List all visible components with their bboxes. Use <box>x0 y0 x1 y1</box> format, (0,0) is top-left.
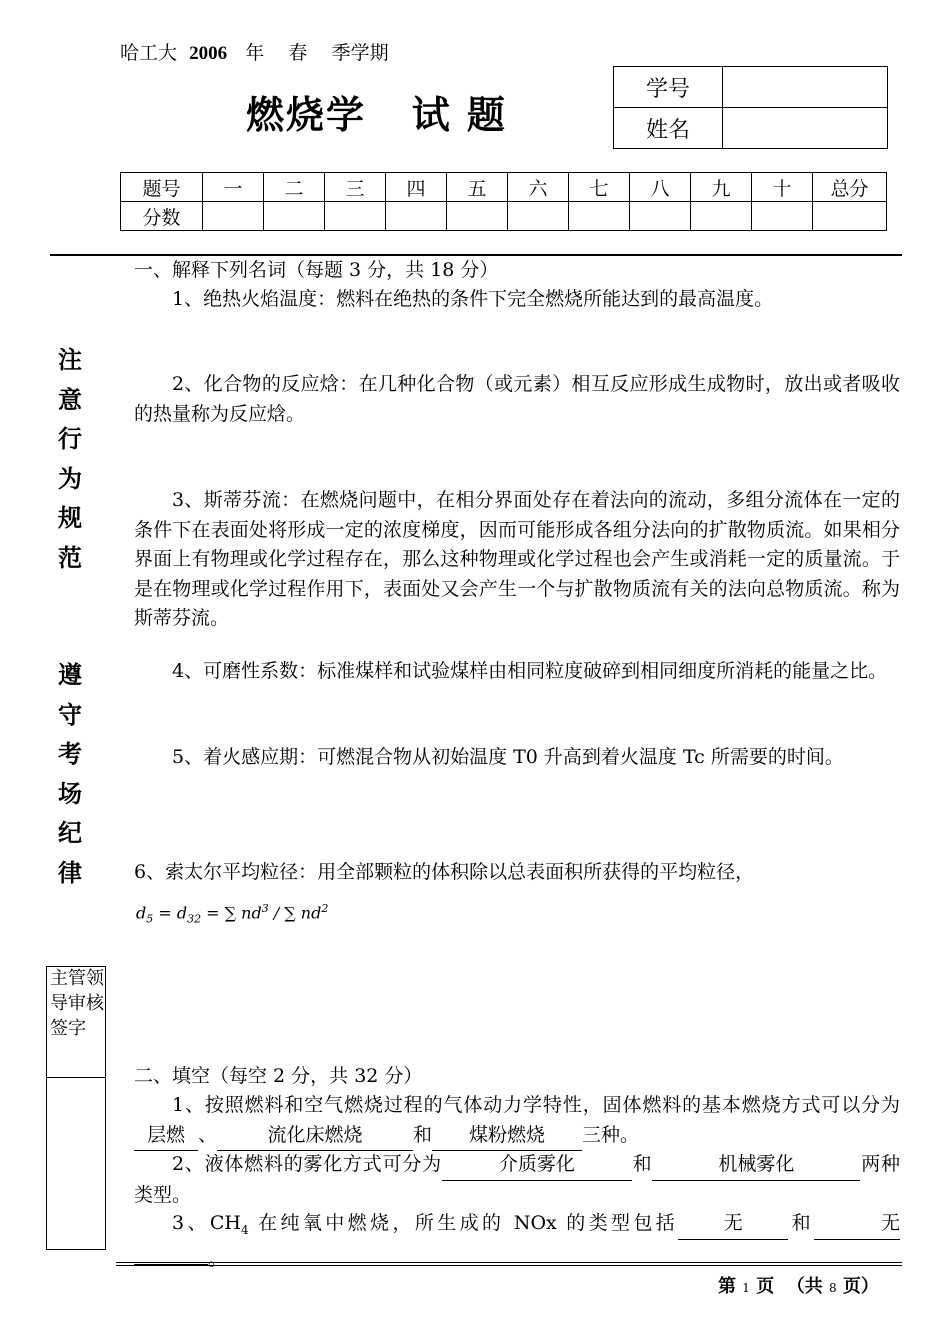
score-input-cell[interactable] <box>508 202 569 231</box>
question-text: 在纯氧中燃烧，所生成的 NOx 的类型包括 <box>248 1212 679 1234</box>
answer-blank[interactable]: 无 <box>678 1209 788 1240</box>
question-text: 2、液体燃料的雾化方式可分为 <box>172 1153 442 1175</box>
score-cell: 十 <box>752 173 813 202</box>
score-cell: 题号 <box>121 173 203 202</box>
fill-question-1 <box>134 1091 900 1151</box>
sidebar-notice-1 <box>54 340 86 577</box>
score-input-cell[interactable] <box>386 202 447 231</box>
question-text: 3、CH <box>172 1212 241 1234</box>
definition-item <box>134 743 900 773</box>
footer-divider <box>116 1265 902 1266</box>
question-text: 和 <box>788 1212 814 1234</box>
answer-blank[interactable]: 无 <box>814 1209 900 1240</box>
definition-text: 4、可磨性系数：标准煤样和试验煤样由相同粒度破碎到相同细度所消耗的能量之比。 <box>172 660 888 682</box>
score-table-score-row <box>121 202 887 231</box>
school-name: 哈工大 <box>120 42 178 64</box>
definition-text: 5、着火感应期：可燃混合物从初始温度 T0 升高到着火温度 Tc 所需要的时间。 <box>172 746 844 768</box>
score-cell: 总分 <box>813 173 887 202</box>
score-input-cell[interactable] <box>325 202 386 231</box>
name-field[interactable] <box>723 108 888 149</box>
subscript: 4 <box>241 1222 249 1237</box>
year-unit: 年 <box>245 42 265 64</box>
exam-header <box>120 38 389 65</box>
score-cell: 八 <box>630 173 691 202</box>
answer-blank[interactable]: 煤粉燃烧 <box>432 1121 582 1152</box>
section2-heading: 二、填空（每空 2 分，共 32 分） <box>134 1065 423 1087</box>
sidebar-notice-2 <box>54 655 86 892</box>
season: 春 <box>288 42 308 64</box>
definition-item <box>134 486 900 634</box>
exam-year: 2006 <box>189 43 228 64</box>
sidebar-char: 注 <box>58 345 82 374</box>
score-table <box>120 172 887 231</box>
supervisor-sign-label: 主管领导审核签字 <box>47 966 105 1078</box>
score-input-cell[interactable] <box>203 202 264 231</box>
score-cell: 三 <box>325 173 386 202</box>
score-input-cell[interactable] <box>813 202 887 231</box>
definition-item <box>134 657 900 687</box>
question-text: 和 <box>631 1153 653 1175</box>
question-text: 和 <box>413 1123 433 1146</box>
score-input-cell[interactable] <box>264 202 325 231</box>
sidebar-char: 为 <box>58 463 82 493</box>
score-input-cell[interactable] <box>691 202 752 231</box>
definition-text: 1、绝热火焰温度：燃料在绝热的条件下完全燃烧所能达到的最高温度。 <box>172 288 774 310</box>
sauter-formula: $d_5 = d_{32}$ = ∑ $nd^3$ / ∑ $nd^2$ <box>136 902 329 926</box>
student-id-box <box>613 66 888 149</box>
score-cell: 一 <box>203 173 264 202</box>
score-row-label: 分数 <box>121 202 203 231</box>
score-cell: 五 <box>447 173 508 202</box>
definition-text: 2、化合物的反应焓：在几种化合物（或元素）相互反应形成生成物时，放出或者吸收的热量称为反应焓。 <box>134 373 900 425</box>
definition-text: 6、索太尔平均粒径：用全部颗粒的体积除以总表面积所获得的平均粒径， <box>134 861 755 883</box>
page-number: 第 1 页 （共 8 页） <box>718 1276 879 1297</box>
score-cell: 二 <box>264 173 325 202</box>
section1-heading: 一、解释下列名词（每题 3 分，共 18 分） <box>134 259 499 281</box>
sidebar-char: 行 <box>58 424 82 453</box>
score-input-cell[interactable] <box>630 202 691 231</box>
sidebar-char: 考 <box>58 739 82 768</box>
score-cell: 九 <box>691 173 752 202</box>
sidebar-char: 纪 <box>58 818 82 847</box>
sidebar-char: 遵 <box>58 660 82 689</box>
question-text: 、 <box>198 1123 218 1146</box>
answer-blank[interactable]: 层燃 <box>134 1121 198 1152</box>
score-table-header-row <box>121 173 887 202</box>
definition-item <box>134 858 900 888</box>
score-cell: 七 <box>569 173 630 202</box>
student-id-label: 学号 <box>614 67 723 108</box>
answer-blank[interactable]: 流化床燃烧 <box>217 1121 413 1152</box>
name-label: 姓名 <box>614 108 723 149</box>
score-input-cell[interactable] <box>752 202 813 231</box>
student-id-field[interactable] <box>723 67 888 108</box>
sidebar-char: 守 <box>58 699 82 729</box>
definition-item <box>134 370 900 429</box>
answer-blank[interactable]: 介质雾化 <box>442 1150 632 1181</box>
fill-question-2 <box>134 1150 900 1210</box>
definition-text: 3、斯蒂芬流：在燃烧问题中，在相分界面处存在着法向的流动，多组分流体在一定的条件下在表面处将形成一定的浓度梯度，因而可能形成各组分法向的扩散物质流。如果相分界面上有物理或化学过程存在，那么这种物理或化学过程也会产生或消耗一定的质量流。于是在物理或化学过程作用下，表面处又会产生一个与扩散物质流有关的法向总物质流。称为斯蒂芬流。 <box>134 489 900 629</box>
sidebar-char: 意 <box>58 384 82 414</box>
page-title: 燃烧学 试 题 <box>246 92 507 137</box>
score-cell: 四 <box>386 173 447 202</box>
question-text: 1、按照燃料和空气燃烧过程的气体动力学特性，固体燃料的基本燃烧方式可以分为 <box>172 1094 900 1116</box>
question-text: 三种。 <box>582 1123 640 1146</box>
sidebar-char: 场 <box>58 778 82 808</box>
footer-divider <box>116 1262 902 1263</box>
sidebar-char: 范 <box>58 542 82 572</box>
question-text: 。 <box>208 1248 228 1271</box>
question-text: 两种类型。 <box>134 1153 900 1206</box>
score-input-cell[interactable] <box>569 202 630 231</box>
sidebar-char: 律 <box>58 857 82 887</box>
definition-item <box>134 285 900 315</box>
score-cell: 六 <box>508 173 569 202</box>
score-input-cell[interactable] <box>447 202 508 231</box>
answer-blank[interactable]: 机械雾化 <box>652 1150 860 1181</box>
sidebar-char: 规 <box>58 503 82 532</box>
term: 季学期 <box>331 42 389 64</box>
